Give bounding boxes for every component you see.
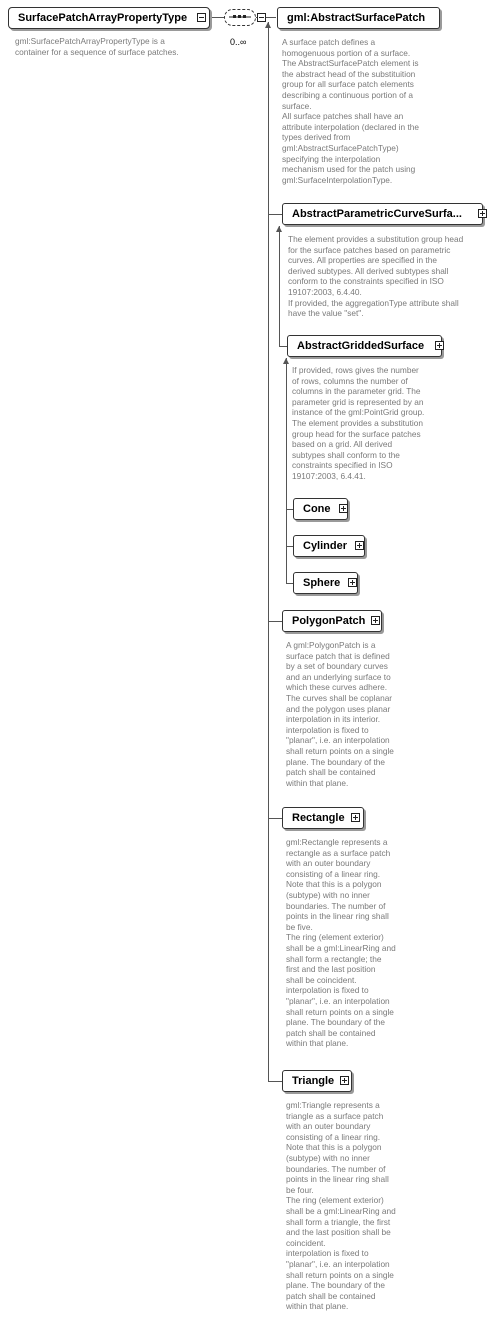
parametric-description: The element provides a substitution group head for the surface patches based on parametric curves. All properties are specified in the derived subtypes. All derived subtypes shall conform to the constraints specified in ISO 19107:2003, 6.4.40. If provided, the aggregationType attribute shall have the value "set". bbox=[288, 234, 464, 319]
root-description: gml:SurfacePatchArrayPropertyType is a container for a sequence of surface patches. bbox=[15, 36, 179, 57]
triangle-expand-icon[interactable] bbox=[340, 1076, 349, 1085]
root-collapse-icon[interactable] bbox=[197, 13, 206, 22]
head-element-name: gml:AbstractSurfacePatch bbox=[287, 12, 426, 24]
connector-sphere bbox=[286, 583, 293, 584]
connector-cylinder bbox=[286, 546, 293, 547]
root-element-name: SurfacePatchArrayPropertyType bbox=[18, 12, 188, 24]
head-element-box[interactable] bbox=[277, 7, 440, 29]
parametric-arrow bbox=[276, 226, 282, 232]
gridded-element-box[interactable] bbox=[287, 335, 442, 357]
connector-rectangle bbox=[268, 818, 282, 819]
gridded-description: If provided, rows gives the number of rows, columns the number of columns in the parameter grid. The parameter grid is represented by an instance of the gml:PointGrid group. The element provides a substitution group head for the surface patches based on a grid. All derived subtypes shall conform to the constraints specified in ISO 19107:2003, 6.4.41. bbox=[292, 365, 425, 481]
cone-expand-icon[interactable] bbox=[339, 504, 348, 513]
cylinder-expand-icon[interactable] bbox=[355, 541, 364, 550]
polygon-element-box[interactable] bbox=[282, 610, 382, 632]
parametric-expand-icon[interactable] bbox=[478, 209, 487, 218]
sequence-collapse-icon[interactable] bbox=[257, 13, 266, 22]
gridded-element-name: AbstractGriddedSurface bbox=[297, 340, 425, 352]
rectangle-expand-icon[interactable] bbox=[351, 813, 360, 822]
connector-gridded bbox=[279, 346, 287, 347]
sphere-expand-icon[interactable] bbox=[348, 578, 357, 587]
rectangle-element-name: Rectangle bbox=[292, 812, 345, 824]
connector-parametric bbox=[268, 214, 282, 215]
substitution-trunk bbox=[268, 22, 269, 1082]
head-description: A surface patch defines a homogenuous portion of a surface. The AbstractSurfacePatch element is the abstract head of the substituition group for all surface patch elements describing a continuous portion of a surface. All surface patches shall have an attribute interpolation (declared in the types derived from gml:AbstractSurfacePatchType) specifying the interpolation mechanism used for the patch using gml:SurfaceInterpolationType. bbox=[282, 37, 419, 185]
polygon-description: A gml:PolygonPatch is a surface patch that is defined by a set of boundary curves and an underlying surface to which these curves adhere. The curves shall be coplanar and the polygon uses planar interpolation in its interior. interpolation is fixed to "planar", i.e. an interpolation shall return points on a single plane. The boundary of the patch shall be contained within that plane. bbox=[286, 640, 394, 788]
rectangle-description: gml:Rectangle represents a rectangle as a surface patch with an outer boundary consisting of a linear ring. Note that this is a polygon (subtype) with no inner boundaries. The number of points in the linear ring shall be five. The ring (element exterior) shall be a gml:LinearRing and shall form a rectangle; the first and the last position shall be coincident. interpolation is fixed to "planar", i.e. an interpolation shall return points on a single plane. The boundary of the patch shall be contained within that plane. bbox=[286, 837, 396, 1049]
triangle-element-name: Triangle bbox=[292, 1075, 335, 1087]
parametric-trunk bbox=[279, 226, 280, 346]
polygon-expand-icon[interactable] bbox=[371, 616, 380, 625]
parametric-element-name: AbstractParametricCurveSurfa... bbox=[292, 208, 462, 220]
sequence-compositor[interactable] bbox=[224, 9, 256, 26]
connector-cone bbox=[286, 509, 293, 510]
sphere-element-name: Sphere bbox=[303, 577, 341, 589]
triangle-description: gml:Triangle represents a triangle as a surface patch with an outer boundary consisting of a linear ring. Note that this is a polygon (subtype) with no inner boundaries. The number of points in the linear ring shall be four. The ring (element exterior) shall be a gml:LinearRing and shall form a triangle, the first and the last position shall be coincident. interpolation is fixed to "planar", i.e. an interpolation shall return points on a single plane. The boundary of the patch shall be contained within that plane. bbox=[286, 1100, 396, 1312]
gridded-trunk bbox=[286, 358, 287, 584]
cone-element-name: Cone bbox=[303, 503, 331, 515]
connector-polygon bbox=[268, 621, 282, 622]
polygon-element-name: PolygonPatch bbox=[292, 615, 366, 627]
substitution-arrow bbox=[265, 22, 271, 28]
sequence-cardinality: 0..∞ bbox=[230, 37, 247, 47]
cylinder-element-name: Cylinder bbox=[303, 540, 348, 552]
gridded-expand-icon[interactable] bbox=[435, 341, 444, 350]
sequence-icon bbox=[225, 10, 255, 25]
connector-root-seq bbox=[210, 17, 224, 18]
gridded-arrow bbox=[283, 358, 289, 364]
parametric-element-box[interactable] bbox=[282, 203, 483, 225]
connector-triangle bbox=[268, 1081, 282, 1082]
root-element-box[interactable] bbox=[8, 7, 210, 29]
